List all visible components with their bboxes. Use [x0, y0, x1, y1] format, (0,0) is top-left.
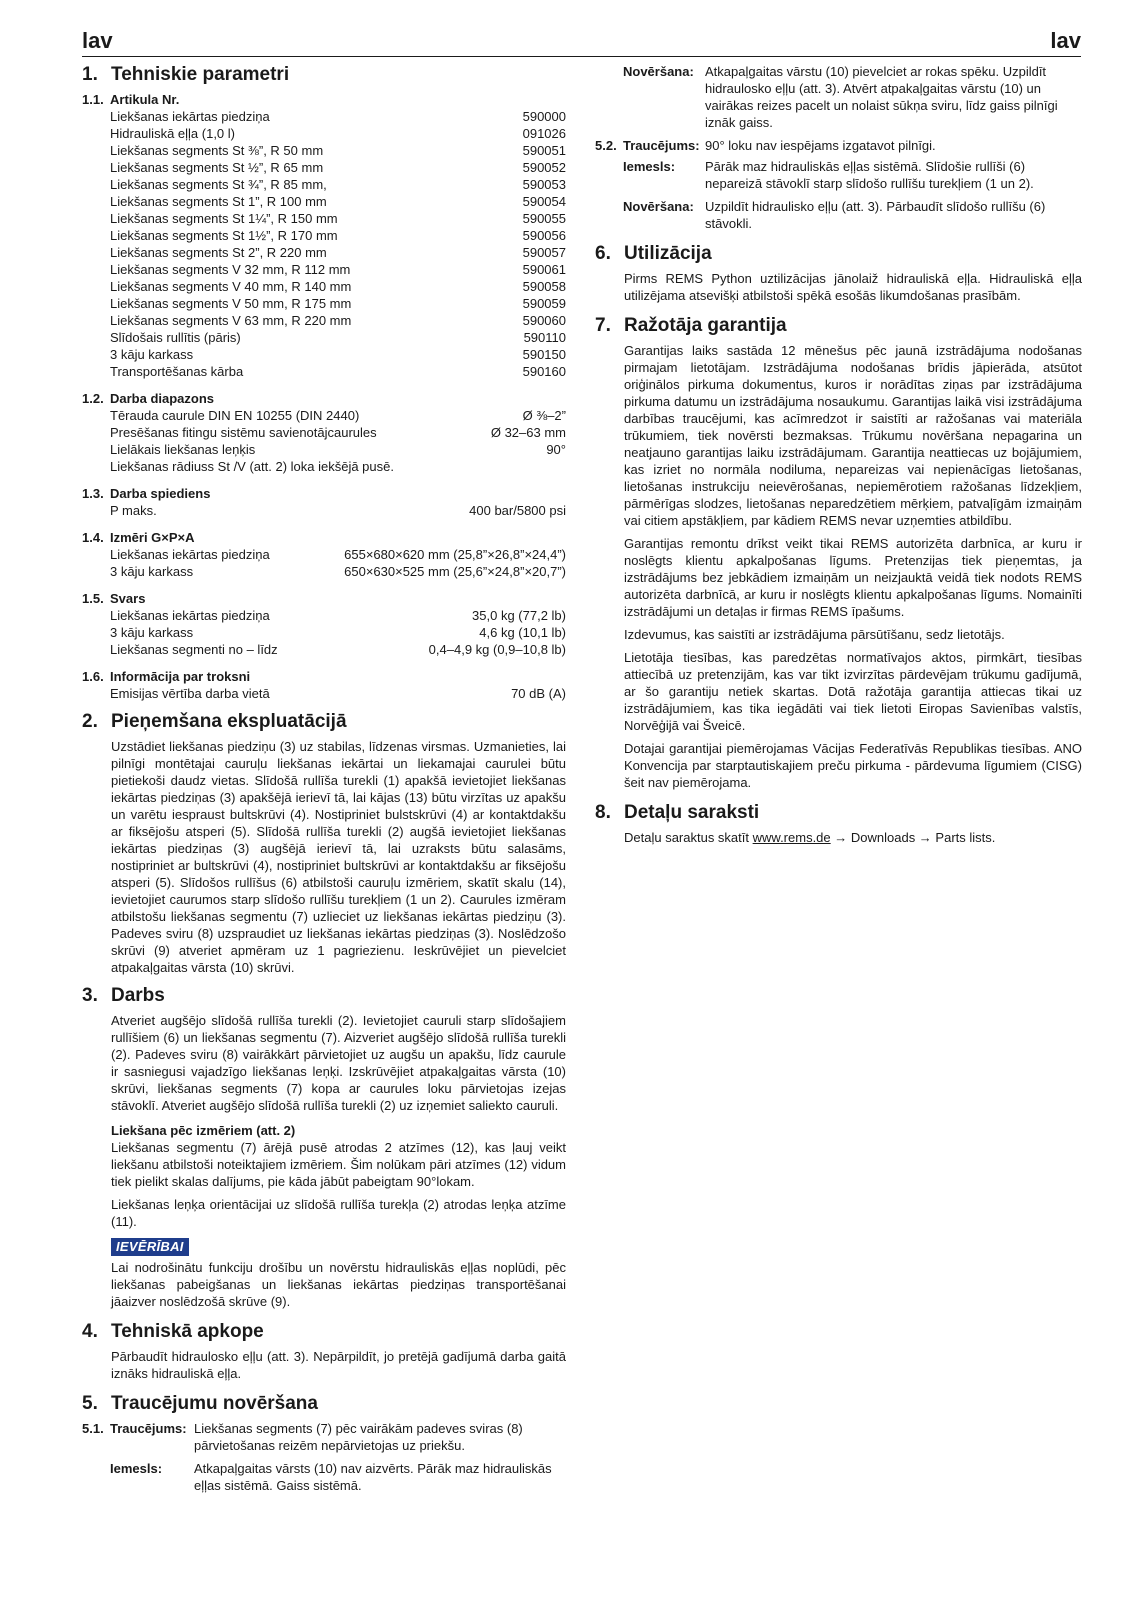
spec-row: [110, 563, 566, 580]
section-4-heading: 4. Tehniskā apkope: [82, 1321, 264, 1342]
subsection-article-numbers: 1.1. Artikula Nr. Liekšanas iekārtas piedziņa 590000 Hidrauliskā eļļa (1,0 l) 091026 Liekšanas segments St ⅜”, R 50 mm 590051 Liekšanas segments St ½”, R 65 mm 590052 Liekšanas segments St ¾”, R 85 mm, 590053 Liekšanas segments St 1”, R 100 mm 590054 Liekšanas segments St 1¼”, R 150 mm 590055 Liekšanas segments St 1½”, R 170 mm 590056 Liekšanas segments St 2”, R 220 mm 590057 Liekšanas segments V 32 mm, R 112 mm 590061 Liekšanas segments V 40 mm, R 140 mm 590058 Liekšanas segments V 50 mm, R 175 mm 590059 Liekšanas segments V 63 mm, R 220 mm 590060 Slīdošais rullītis (pāris) 590110 3 kāju karkass 590150 Transportēšanas kārba 590160: [82, 92, 566, 379]
spec-label: Transportēšanas kārba: [110, 364, 244, 379]
spec-value: 35,0 kg (77,2 lb): [472, 608, 566, 623]
spec-value: 70 dB (A): [511, 686, 566, 701]
rems-website-link[interactable]: www.rems.de: [752, 830, 831, 845]
cause-5-2: Iemesls: Pārāk maz hidrauliskās eļļas sistēmā. Slīdošie rullīši (6) nepareizā stāvoklī starp slīdošo rullīšu turekļiem (1 un 2).: [623, 159, 1034, 191]
subsection-working-range: 1.2. Darba diapazons Tērauda caurule DIN EN 10255 (DIN 2440) Ø ⅜–2” Presēšanas fitingu sistēmu savienotājcaurules Ø 32–63 mm Lielākais liekšanas leņķis 90° Liekšanas rādiuss St /V (att. 2) loka iekšējā pusē.: [82, 391, 566, 474]
spec-row: [110, 346, 566, 363]
spec-label: Liekšanas segments St 1¼”, R 150 mm: [110, 211, 338, 226]
parts-list-text: Detaļu saraktus skatīt www.rems.de → Downloads → Parts lists.: [624, 830, 996, 845]
spec-label: 3 kāju karkass: [110, 625, 194, 640]
spec-row: [110, 407, 566, 424]
spec-value: 590054: [522, 194, 566, 209]
spec-value: 590052: [522, 160, 566, 175]
subsection-noise: 1.6. Informācija par troksni Emisijas vērtība darba vietā 70 dB (A): [82, 669, 566, 701]
spec-label: Liekšanas iekārtas piedziņa: [110, 547, 270, 562]
spec-label: Tērauda caurule DIN EN 10255 (DIN 2440): [110, 408, 360, 423]
section-7-heading: 7. Ražotāja garantija: [595, 315, 787, 336]
spec-row: [110, 329, 566, 346]
spec-value: 590053: [522, 177, 566, 192]
spec-value: 400 bar/5800 psi: [469, 503, 566, 518]
spec-value: 590051: [522, 143, 566, 158]
spec-label: Liekšanas segments V 50 mm, R 175 mm: [110, 296, 352, 311]
spec-label: Lielākais liekšanas leņķis: [110, 442, 256, 457]
spec-value: 0,4–4,9 kg (0,9–10,8 lb): [428, 642, 566, 657]
fix-5-1: Novēršana: Atkapaļgaitas vārstu (10) pievelciet ar rokas spēku. Uzpildīt hidraulosko eļļu (att. 3). Atvērt atpakaļgaitas vārstu (10) un vairākas reizes pacelt un nolaist sūkņa sviru, līdz gaiss pilnīgi iznāk gaiss.: [623, 64, 1058, 130]
spec-value: 590055: [522, 211, 566, 226]
spec-value: 590061: [522, 262, 566, 277]
spec-value: 90°: [546, 442, 566, 457]
subsection-weight: 1.5. Svars Liekšanas iekārtas piedziņa 35,0 kg (77,2 lb) 3 kāju karkass 4,6 kg (10,1 lb) Liekšanas segmenti no – līdz 0,4–4,9 kg (0,9–10,8 lb): [82, 591, 566, 657]
spec-row: [110, 176, 566, 193]
spec-label: Liekšanas segments St ¾”, R 85 mm,: [110, 177, 327, 192]
operation-text: Atveriet augšējo slīdošā rullīša turekli (2). Ievietojiet cauruli starp slīdošajiem rullīšiem (6) un liekšanas segmentu (7). Aizveriet augšējo slīdošā rullīša turekli (2). Padeves sviru (8) vairākkārt pārvietojiet uz augšu un apakšu, līdz caurule ir sasniegusi vajadzīgo liekšanas leņķi. Izskrūvējiet atpakaļgaitas vārsta (10) skrūvi, liekšanas segments (7) kopa ar caurules loku pārvietojas izejas stāvoklī. Atveriet augšējo slīdošā rullīša turekli (2) uz izņemiet saliekto cauruli.: [111, 1013, 566, 1113]
bending-by-size-text: Liekšanas segmentu (7) ārējā pusē atrodas 2 atzīmes (12), kas ļauj veikt liekšanu atbilstoši noteiktajiem izmēriem. Šim nolūkam pāri atzīmes (12) vidum tiek pielikt skalas dalījums, pie kāda jābūt pabeigtam 90°lokam.: [111, 1140, 566, 1189]
spec-value: Ø ⅜–2”: [522, 408, 566, 423]
notice-text: Lai nodrošinātu funkciju drošību un novērstu hidrauliskās eļļas noplūdi, pēc liekšanas pabeigšanas un liekšanas iekārtas piedziņas transportēšanai jāaizver noslēdzošā skrūve (9).: [111, 1260, 566, 1309]
subsection-working-pressure: 1.3. Darba spiediens P maks. 400 bar/5800 psi: [82, 486, 566, 518]
bending-angle-text: Liekšanas leņķa orientācijai uz slīdošā rullīša turekļa (2) atrodas leņķa atzīme (11).: [111, 1197, 566, 1229]
left-column: [82, 63, 566, 1500]
language-code-right: lav: [1050, 28, 1081, 53]
notice-badge: IEVĒRĪBAI: [111, 1238, 189, 1256]
working-pressure-list: [110, 502, 566, 519]
spec-value: 650×630×525 mm (25,6”×24,8”×20,7”): [344, 564, 566, 579]
spec-row: [110, 261, 566, 278]
fault-5-2: 5.2. Traucējums: 90° loku nav iespējams izgatavot pilnīgi.: [595, 138, 936, 153]
warranty-paragraph-4: Lietotāja tiesības, kas paredzētas normatīvajos aktos, pirmkārt, tiesības attiecībā uz pretenzijām, kas var tikt izvirzītas pārdevējam trūkumu gadījumā, ar šo garantiju netiek skartas. Dotā ražotāja garantija attiecas tikai uz izstrādājumiem, kas tika iegādāti vai tiek lietoti Eiropas Savienības valstīs, Norvēģijā vai Šveicē.: [624, 650, 1082, 733]
spec-label: Liekšanas segmenti no – līdz: [110, 642, 278, 657]
spec-value: 590058: [522, 279, 566, 294]
spec-label: Liekšanas segments V 63 mm, R 220 mm: [110, 313, 352, 328]
bending-by-size-title: Liekšana pēc izmēriem (att. 2): [111, 1123, 296, 1138]
spec-value: 590059: [522, 296, 566, 311]
spec-label: Liekšanas segments V 32 mm, R 112 mm: [110, 262, 351, 277]
spec-value: 4,6 kg (10,1 lb): [479, 625, 566, 640]
weight-list: [110, 607, 566, 658]
spec-label: Liekšanas segments St ⅜”, R 50 mm: [110, 143, 324, 158]
spec-row: [110, 424, 566, 441]
spec-row: [110, 458, 566, 475]
warranty-paragraph-3: Izdevumus, kas saistīti ar izstrādājuma pārsūtīšanu, sedz lietotājs.: [624, 627, 1005, 642]
spec-row: [110, 159, 566, 176]
warranty-paragraph-2: Garantijas remontu drīkst veikt tikai REMS autorizēta darbnīca, ar kuru ir noslēgts klientu apkalpošanas līgums. Pretenzijas tiek pieņemtas, ja izstrādājums bez jebkādiem izmaiņām un neizjauktā veidā tiek nodots REMS autorizēta darbnīcā, ar kuru ir noslēgts klientu apkalpošanas līgums. Nomainīti izstrādājumi un detaļas ir firmas REMS īpašums.: [624, 536, 1082, 619]
spec-value: 590056: [522, 228, 566, 243]
spec-label: 3 kāju karkass: [110, 564, 194, 579]
spec-value: 590110: [523, 330, 566, 345]
spec-row: [110, 125, 566, 142]
spec-row: [110, 227, 566, 244]
right-column: [595, 63, 1082, 852]
dimensions-list: [110, 546, 566, 580]
spec-label: Liekšanas rādiuss St /V (att. 2) loka iekšējā pusē.: [110, 459, 394, 474]
page-header: [82, 28, 1081, 57]
spec-label: Liekšanas iekārtas piedziņa: [110, 608, 270, 623]
spec-value: 590057: [522, 245, 566, 260]
spec-value: Ø 32–63 mm: [490, 425, 566, 440]
spec-label: Liekšanas segments St ½”, R 65 mm: [110, 160, 324, 175]
fix-5-2: Novēršana: Uzpildīt hidraulisko eļļu (att. 3). Pārbaudīt slīdošo rullīšu (6) stāvokli.: [623, 199, 1046, 231]
spec-row: [110, 641, 566, 658]
section-8-heading: 8. Detaļu saraksti: [595, 802, 760, 823]
spec-label: Liekšanas segments St 2”, R 220 mm: [110, 245, 327, 260]
section-1-heading: 1. Tehniskie parametri: [82, 64, 290, 85]
warranty-paragraph-1: Garantijas laiks sastāda 12 mēnešus pēc jaunā izstrādājuma nodošanas pirmajam lietotājam. Izstrādājuma nodošanas brīdis jāpierāda, atsūtot oriģinālos pirkuma dokumentus, kuros ir norādītas ziņas par izstrādājuma pirkuma datumu un izstrādājuma nosaukumu. Garantijas laikā visi izstrādājuma darbības traucējumi, kas acīmredzot ir saistīti ar ražošanas vai materiāla trūkumiem, tiek novērsti bezmaksas. Trūkumu novēršana nepagarina un neatjauno garantijas laiku izstrādājumam. Garantija neattiecas uz bojājumiem, kas izriet no normāla nodiluma, nepareizas vai nepienācīgas lietošanas, lietošanas instrukciju neievērošanas, nepiemērotiem ražošanas līdzekļiem, pārmērīgas slodzes, lietošanas neparedzētiem mērķiem, patvaļīgām izmaiņām vai citiem apstākļiem, par kādiem REMS nevar uzņemties atbildību.: [624, 343, 1082, 528]
spec-row: [110, 142, 566, 159]
spec-label: Liekšanas segments St 1”, R 100 mm: [110, 194, 327, 209]
spec-value: 590150: [522, 347, 566, 362]
spec-row: [110, 363, 566, 380]
working-range-list: [110, 407, 566, 475]
spec-row: [110, 193, 566, 210]
article-number-list: [110, 108, 566, 380]
noise-list: [110, 685, 566, 702]
subsection-dimensions: 1.4. Izmēri G×P×A Liekšanas iekārtas piedziņa 655×680×620 mm (25,8”×26,8”×24,4”) 3 kāju karkass 650×630×525 mm (25,6”×24,8”×20,7”): [82, 530, 566, 579]
spec-label: Liekšanas segments St 1½”, R 170 mm: [110, 228, 338, 243]
spec-label: Liekšanas segments V 40 mm, R 140 mm: [110, 279, 352, 294]
spec-label: 3 kāju karkass: [110, 347, 194, 362]
spec-label: Slīdošais rullītis (pāris): [110, 330, 241, 345]
spec-value: 590160: [522, 364, 566, 379]
spec-row: [110, 607, 566, 624]
spec-row: [110, 244, 566, 261]
spec-row: [110, 278, 566, 295]
spec-row: [110, 502, 566, 519]
spec-value: 091026: [522, 126, 566, 141]
spec-value: 590060: [522, 313, 566, 328]
spec-label: P maks.: [110, 503, 157, 518]
section-2-heading: 2. Pieņemšana ekspluatācijā: [82, 711, 347, 732]
spec-label: Presēšanas fitingu sistēmu savienotājcaurules: [110, 425, 377, 440]
spec-row: [110, 546, 566, 563]
maintenance-text: Pārbaudīt hidraulosko eļļu (att. 3). Nepārpildīt, jo pretējā gadījumā darba gaitā iznāks hidrauliskā eļļa.: [111, 1349, 566, 1381]
warranty-paragraph-5: Dotajai garantijai piemērojamas Vācijas Federatīvās Republikas tiesības. ANO Konvencija par starptautiskajiem preču pirkuma - pārdevuma līgumiem (CISG) šeit nav piemērojama.: [624, 741, 1082, 790]
spec-label: Hidrauliskā eļļa (1,0 l): [110, 126, 235, 141]
spec-value: 590000: [522, 109, 566, 124]
spec-label: Liekšanas iekārtas piedziņa: [110, 109, 270, 124]
section-5-heading: 5. Traucējumu novēršana: [82, 1393, 318, 1414]
commissioning-text: Uzstādiet liekšanas piedziņu (3) uz stabilas, līdzenas virsmas. Uzmanieties, lai pilnīgi montētajai cauruļu liekšanas iekārtai un liekamajai caurulei būtu pietiekoši daudz vietas. Slīdošā rullīša turekli (1) apakšā ievietojiet liekšanas iekārtas piedziņas (3) apakšējā ierievī tā, lai kājas (13) būtu virzītas uz apakšu un varētu iespraust bultskrūvi (4). Nostipriniet bulstskrūvi (4) ar kontaktdakšu ar fiksējošu atsperi (5). Slīdošā rullīša turekli (2) augšā ievietojiet liekšanas iekārtas piedziņas (3) augšējā ierievī tā, lai uzraksts būtu salasāms, nostipriniet ar bultskrūvi (4), nostipriniet bultskrūvi ar kontaktdakšu ar fiksējošu atsperi (5). Slīdošos rullīšus (6) atbilstoši cauruļu izmēriem, skatīt skalu (14), ievietojiet caurumos starp slīdošo rullīšu turekļiem (1 un 2). Caurules izmēram atbilstošu liekšanas segmentu (7) uzlieciet uz liekšanas iekārtas piedziņu (3). Padeves sviru (8) uzspraudiet uz liekšanas iekārtas piedziņas (3). Noslēdzošo skrūvi (9) atveriet apmēram uz 1 pagriezienu. Ieskrūvējiet un pievelciet atpakaļgaitas vārsta (10) skrūvi.: [111, 739, 566, 975]
spec-row: [110, 312, 566, 329]
spec-label: Emisijas vērtība darba vietā: [110, 686, 270, 701]
spec-row: [110, 210, 566, 227]
section-3-heading: 3. Darbs: [82, 985, 165, 1006]
fault-5-1: 5.1. Traucējums: Liekšanas segments (7) pēc vairākām padeves sviras (8) pārvietošanas reizēm nepārvietojas uz priekšu.: [82, 1421, 523, 1453]
section-6-heading: 6. Utilizācija: [595, 243, 712, 264]
spec-row: [110, 624, 566, 641]
disposal-text: Pirms REMS Python uztilizācijas jānolaiž hidrauliskā eļļa. Hidrauliskā eļļa utilizējama atsevišķi atbilstoši spēkā esošās likumdošanas prasībām.: [624, 271, 1082, 303]
cause-5-1: Iemesls: Atkapaļgaitas vārsts (10) nav aizvērts. Pārāk maz hidrauliskās eļļas sistēmā. Gaiss sistēmā.: [110, 1461, 552, 1493]
spec-row: [110, 441, 566, 458]
spec-row: [110, 685, 566, 702]
spec-value: 655×680×620 mm (25,8”×26,8”×24,4”): [344, 547, 566, 562]
spec-row: [110, 295, 566, 312]
language-code-left: lav: [82, 28, 113, 53]
spec-row: [110, 108, 566, 125]
